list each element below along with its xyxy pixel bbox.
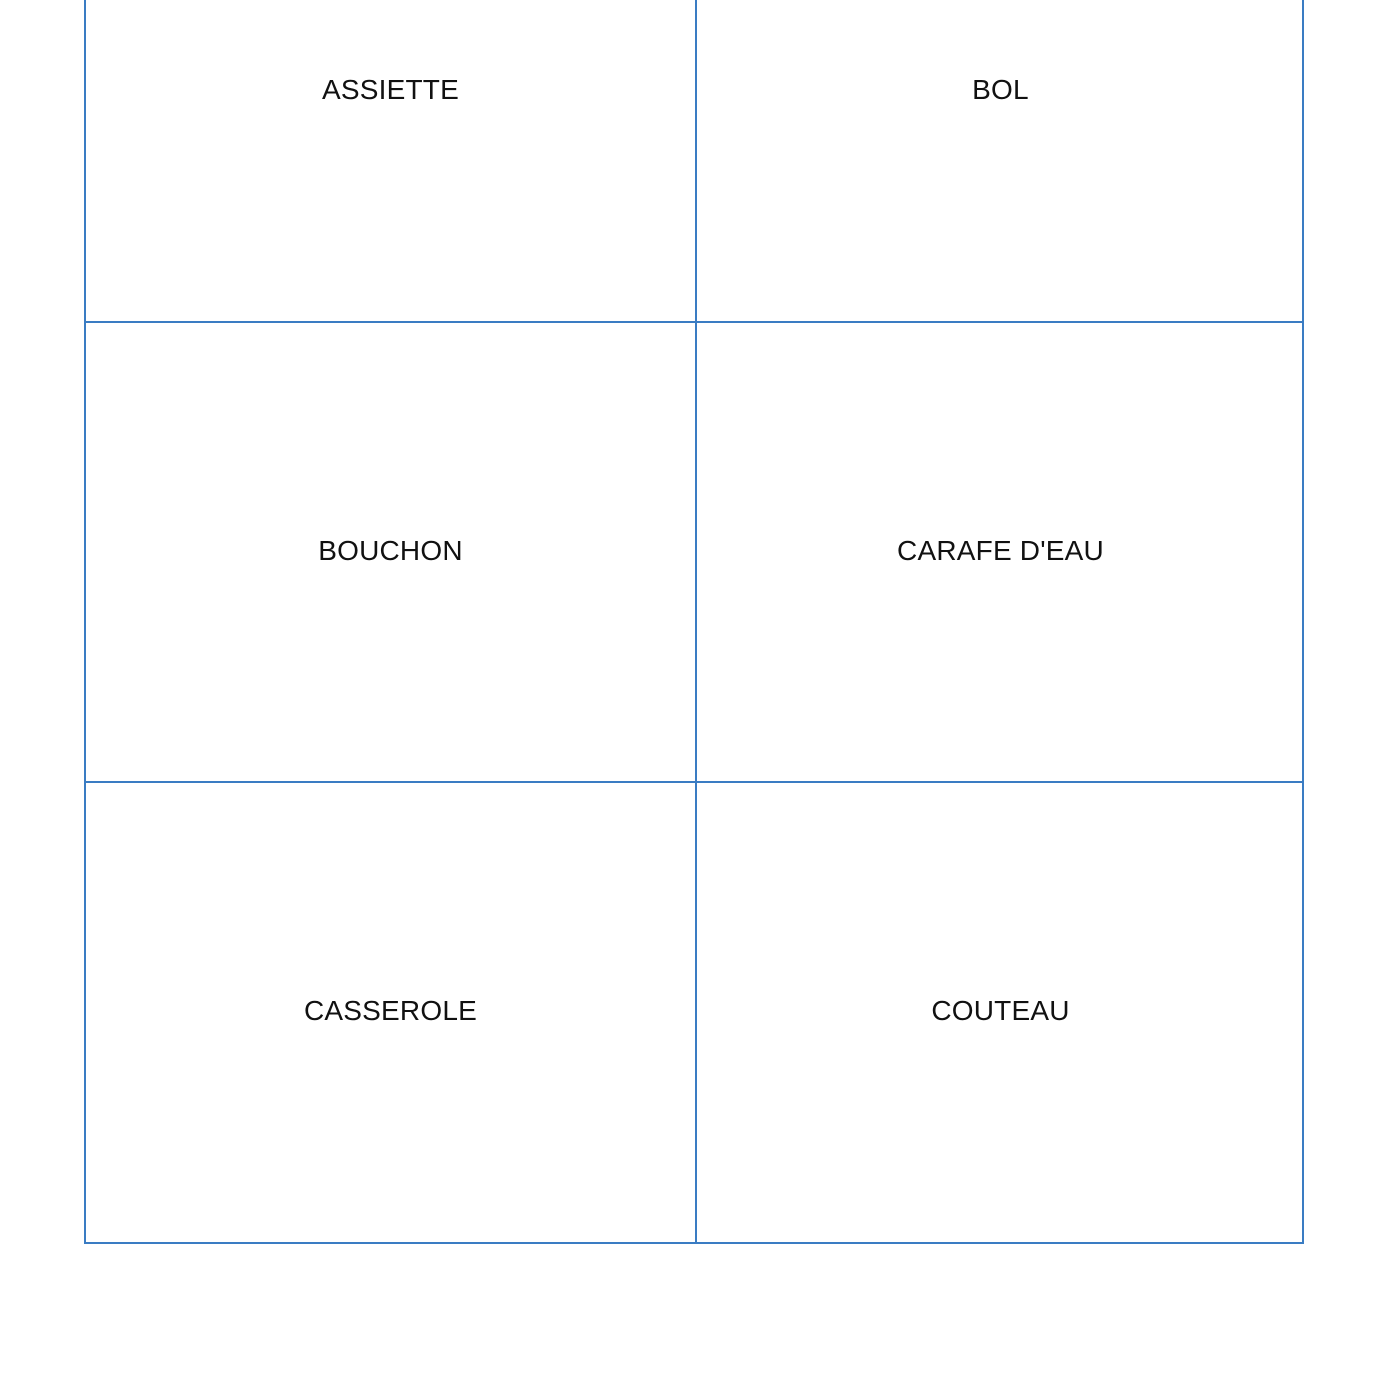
- card-label-bouchon: BOUCHON: [318, 535, 463, 566]
- card-label-couteau: COUTEAU: [931, 995, 1070, 1026]
- card-grid: [84, 0, 1304, 1244]
- grid-divider-horizontal-2: [86, 781, 1302, 783]
- card-label-bol: BOL: [972, 74, 1029, 105]
- grid-divider-horizontal-1: [86, 321, 1302, 323]
- card-label-assiette: ASSIETTE: [322, 74, 459, 105]
- card-label-casserole: CASSEROLE: [304, 995, 477, 1026]
- card-label-carafe-deau: CARAFE D'EAU: [897, 535, 1104, 566]
- grid-divider-vertical: [695, 0, 697, 1242]
